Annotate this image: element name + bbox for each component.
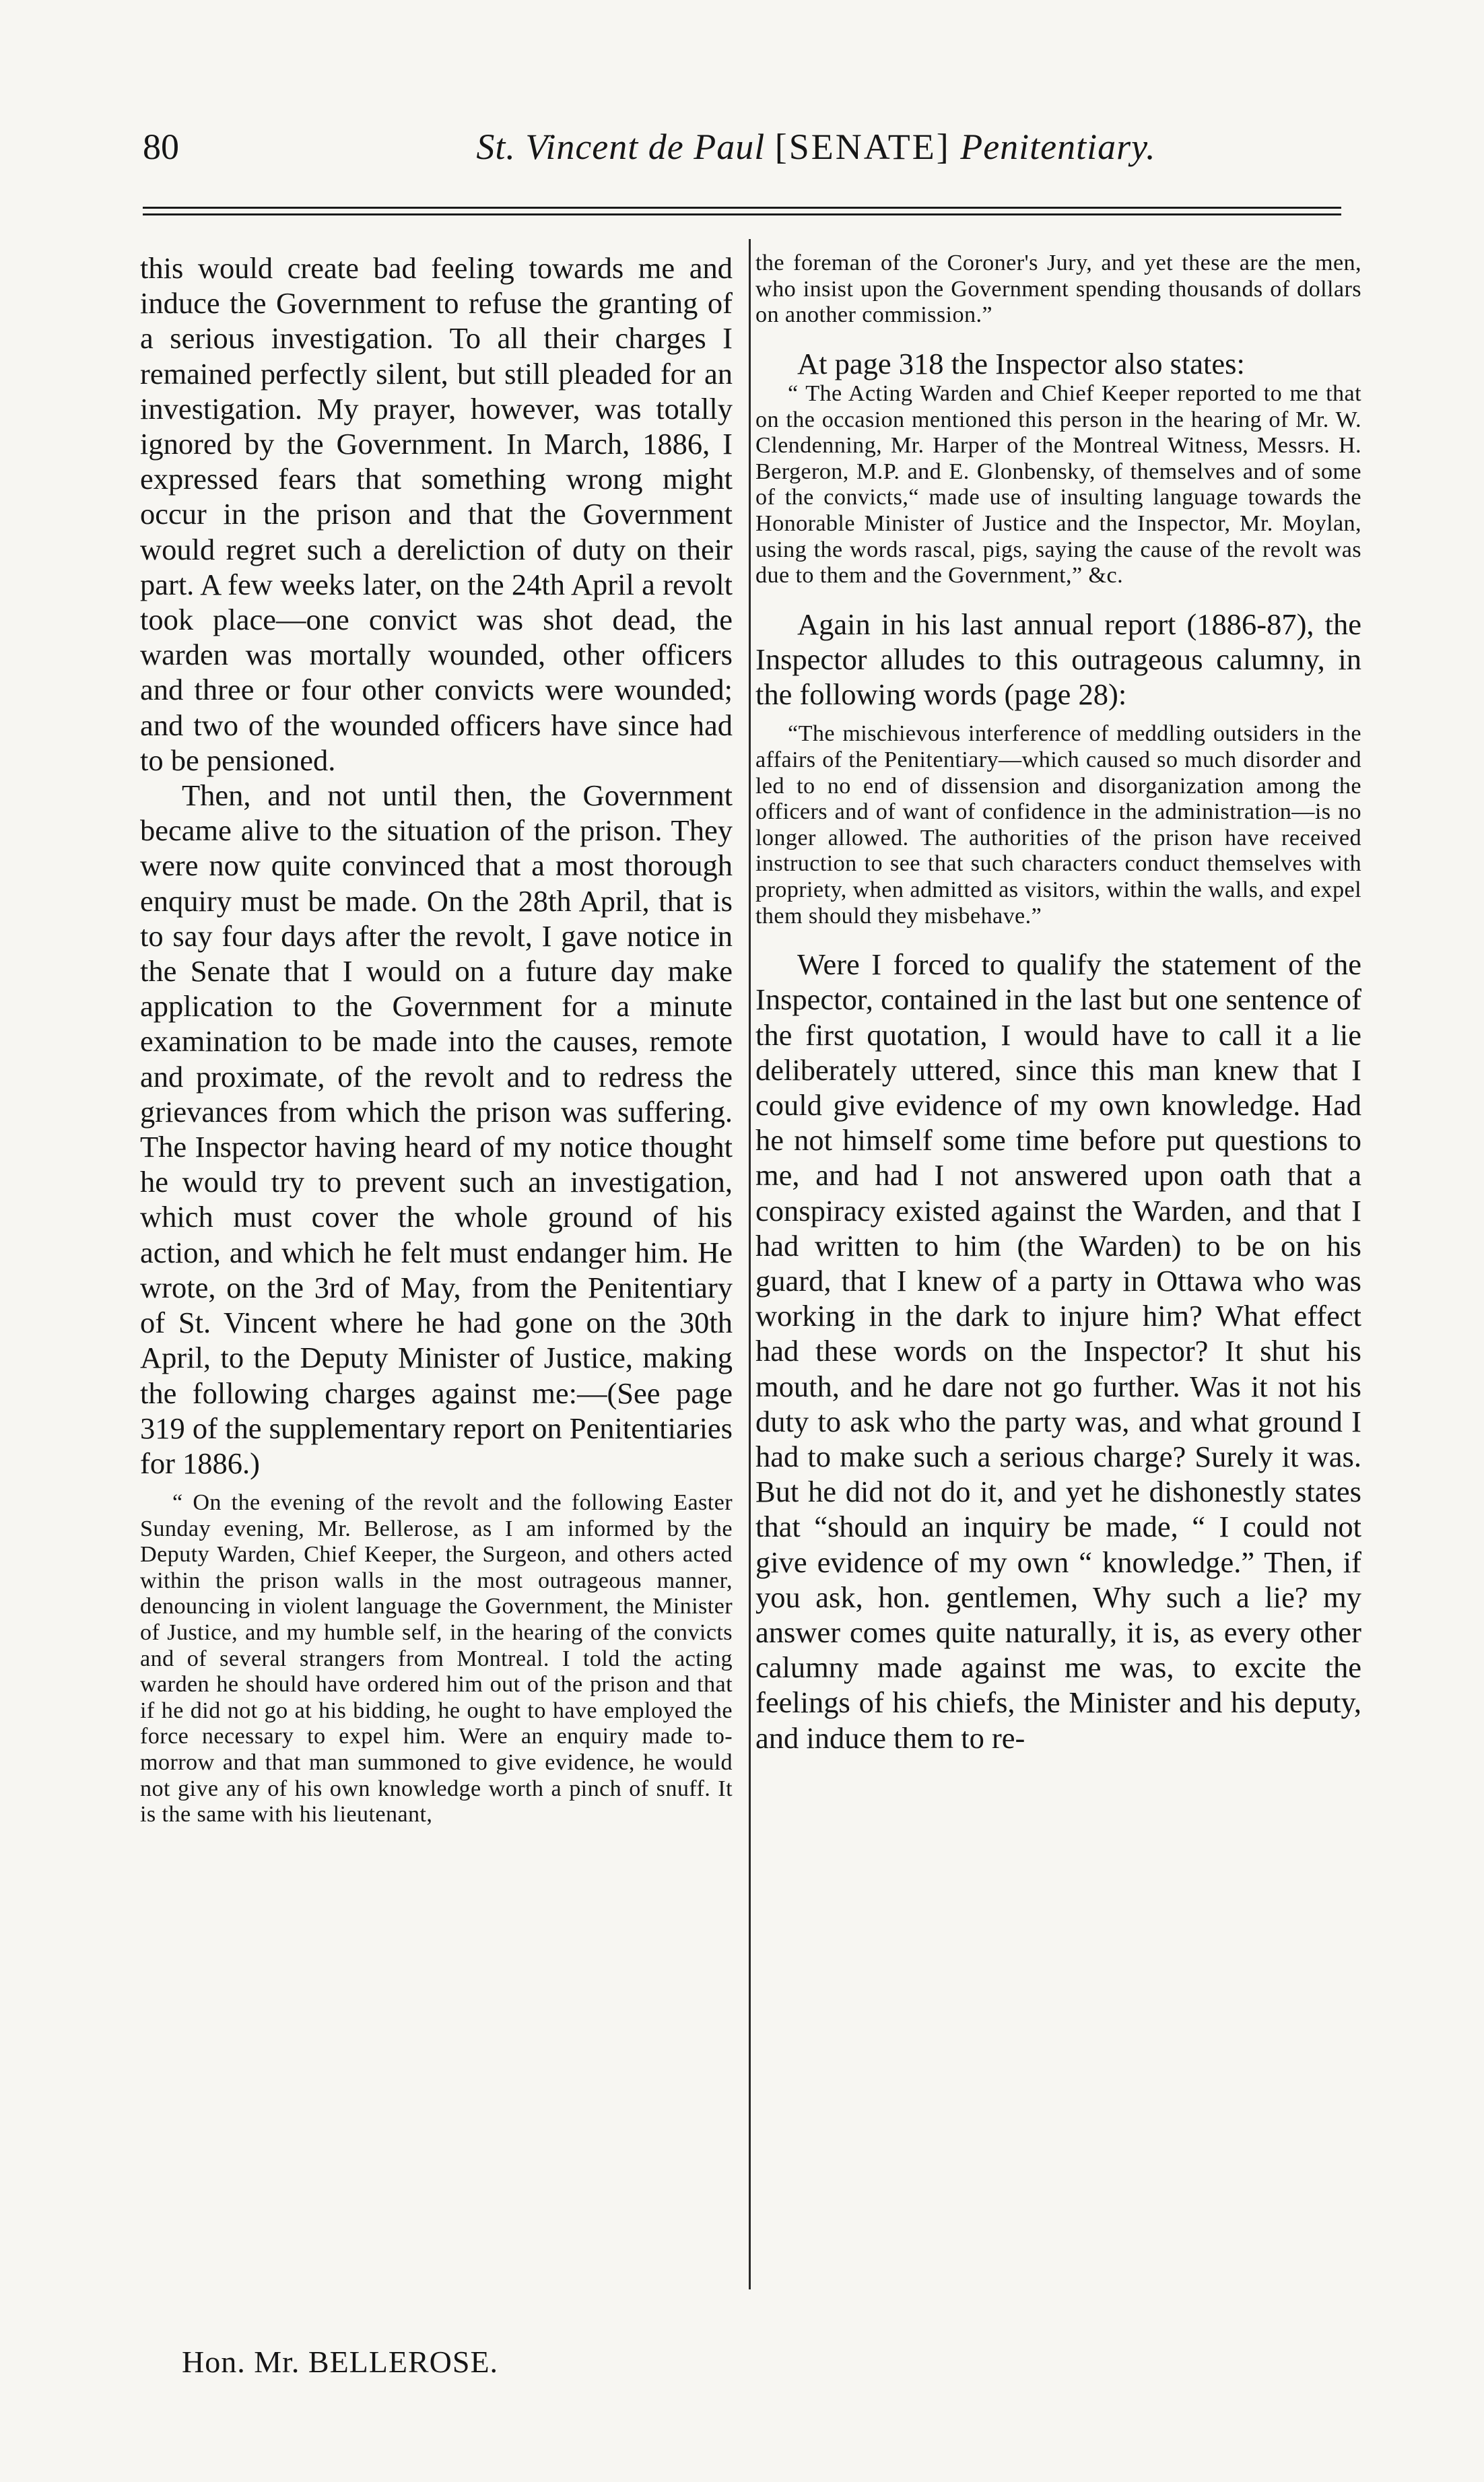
title-chamber: [SENATE] [774, 127, 951, 167]
title-place: St. Vincent de Paul [476, 127, 766, 167]
page-number: 80 [143, 127, 179, 167]
column-divider [749, 239, 751, 2289]
quotation-mischievous-interference: “The mischievous interference of meddling outsiders in the affairs of the Penitentiary—which caused so much disorder and led to no end of dissension and disorganization among the officers and of want of confidence in the administration—is no longer allowed. The authorities of the prison have received instruction to see that such characters conduct themselves with propriety, when admitted as visitors, within the walls, and expel them should they misbehave.” [755, 721, 1361, 929]
paragraph-page-318: At page 318 the Inspector also states: [797, 346, 1245, 380]
running-head [143, 120, 1341, 174]
paragraph-were-i-forced: Were I forced to qualify the statement of the Inspector, contained in the last but one sentence of the first quotation, I would have to call it a lie deliberately uttered, since this man knew that I could give evidence of my own knowledge. Had he not himself some time before put questions to me, and had I not answered upon oath that a conspiracy existed against the Warden, and that I had written to him (the Warden) to be on his guard, that I knew of a party in Ottawa who was working in the dark to injure him? What effect had these words on the Inspector? It shut his mouth, and he dare not go further. Was it not his duty to ask who the party was, and what ground I had to make such a serious charge? Surely it was. But he did not do it, and yet he dishonestly states that “should an inquiry be made, “ I could not give evidence of my own “ knowledge.” Then, if you ask, hon. gentlemen, Why such a lie? my answer comes quite naturally, it is, as every other calumny made against me was, to excite the feelings of his chiefs, the Minister and his deputy, and induce them to re- [755, 947, 1361, 1755]
title-subject: Penitentiary. [960, 127, 1156, 167]
quotation-acting-warden: “ The Acting Warden and Chief Keeper reported to me that on the occasion mentioned this person in the hearing of Mr. W. Clendenning, Mr. Harper of the Montreal Witness, Messrs. H. Bergeron, M.P. and E. Glonbensky, of themselves and of some of the convicts,“ made use of insulting language towards the Honorable Minister of Justice and the Inspector, Mr. Moylan, using the words rascal, pigs, saying the cause of the revolt was due to them and the Government,” &c. [755, 380, 1361, 589]
left-column [140, 250, 733, 2311]
paragraph-annual-report: Again in his last annual report (1886-87), the Inspector alludes to this outrageous calumny, in the following words (page 28): [755, 607, 1361, 712]
quotation-inspector-letter-end: the foreman of the Coroner's Jury, and yet these are the men, who insist upon the Government spending thousands of dollars on another commission.” [755, 250, 1361, 328]
right-column [755, 250, 1361, 2311]
running-title [291, 120, 1341, 174]
quotation-inspector-letter: “ On the evening of the revolt and the following Easter Sunday evening, Mr. Bellerose, as I am informed by the Deputy Warden, Chief Keeper, the Surgeon, and others acted within the prison walls in the most outrageous manner, denouncing in violent language the Government, the Minister of Justice, and my humble self, in the hearing of the convicts and of several strangers from Montreal. I told the acting warden he should have ordered him out of the prison and that if he did not go at his bidding, he ought to have employed the force necessary to expel him. Were an enquiry made to-morrow and that man summoned to give evidence, he would not give any of his own knowledge worth a pinch of snuff. It is the same with his lieutenant, [140, 1490, 733, 1827]
header-double-rule [143, 207, 1341, 215]
speaker-footer: Hon. Mr. BELLEROSE. [182, 2345, 499, 2379]
paragraph-continued: this would create bad feeling towards me and induce the Government to refuse the granting of a serious investigation. To all their charges I remained perfectly silent, but still pleaded for an investigation. My prayer, however, was totally ignored by the Government. In March, 1886, I expressed fears that something wrong might occur in the prison and that the Government would regret such a dereliction of duty on their part. A few weeks later, on the 24th April a revolt took place—one convict was shot dead, the warden was mortally wounded, other officers and three or four other convicts were wounded; and two of the wounded officers have since had to be pensioned. [140, 251, 733, 777]
paragraph-government-alive: Then, and not until then, the Government became alive to the situation of the prison. They were now quite convinced that a most thorough enquiry must be made. On the 28th April, that is to say four days after the revolt, I gave notice in the Senate that I would on a future day make application to the Government for a minute examination to be made into the causes, remote and proximate, of the revolt and to redress the grievances from which the prison was suffering. The Inspector having heard of my notice thought he would try to prevent such an investigation, which must cover the whole ground of his action, and which he felt must endanger him. He wrote, on the 3rd of May, from the Penitentiary of St. Vincent where he had gone on the 30th April, to the Deputy Minister of Justice, making the following charges against me:—(See page 319 of the supplementary report on Penitentiaries for 1886.) [140, 778, 733, 1480]
